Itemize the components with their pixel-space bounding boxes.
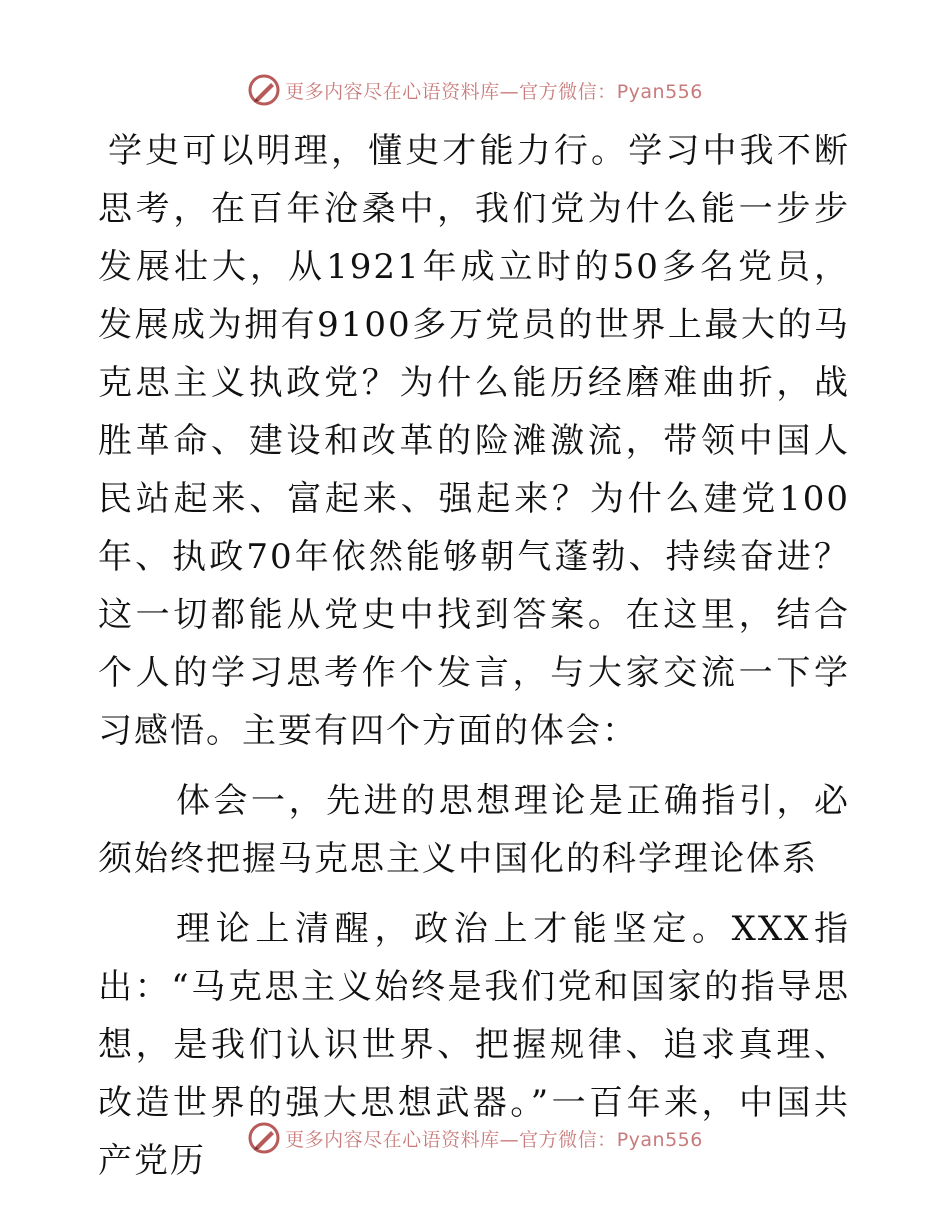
banner-text: 更多内容尽在心语资料库—官方微信：Pyan556: [285, 1128, 703, 1151]
paragraph-theory: 理论上清醒，政治上才能坚定。XXX指出：“马克思主义始终是我们党和国家的指导思想，是我们认识世界、把握规律、追求真理、改造世界的强大思想武器。”一百年来，中国共产党历: [98, 909, 850, 1181]
pen-logo-icon: [247, 73, 281, 107]
header-watermark: [0, 70, 950, 110]
document-body: [98, 122, 850, 1190]
pen-logo-icon: [247, 1121, 281, 1155]
footer-watermark: [0, 1118, 950, 1158]
banner-text: 更多内容尽在心语资料库—官方微信：Pyan556: [285, 80, 703, 103]
paragraph-heading-one: 体会一，先进的思想理论是正确指引，必须始终把握马克思主义中国化的科学理论体系: [98, 781, 850, 879]
paragraph-intro: 学史可以明理，懂史才能力行。学习中我不断思考，在百年沧桑中，我们党为什么能一步步发展壮大，从1921年成立时的50多名党员，发展成为拥有9100多万党员的世界上最大的马克思主义执政党？为什么能历经磨难曲折，战胜革命、建设和改革的险滩激流，带领中国人民站起来、富起来、强起来？为什么建党100年、执政70年依然能够朝气蓬勃、持续奋进？这一切都能从党史中找到答案。在这里，结合个人的学习思考作个发言，与大家交流一下学习感悟。主要有四个方面的体会：: [98, 131, 850, 751]
